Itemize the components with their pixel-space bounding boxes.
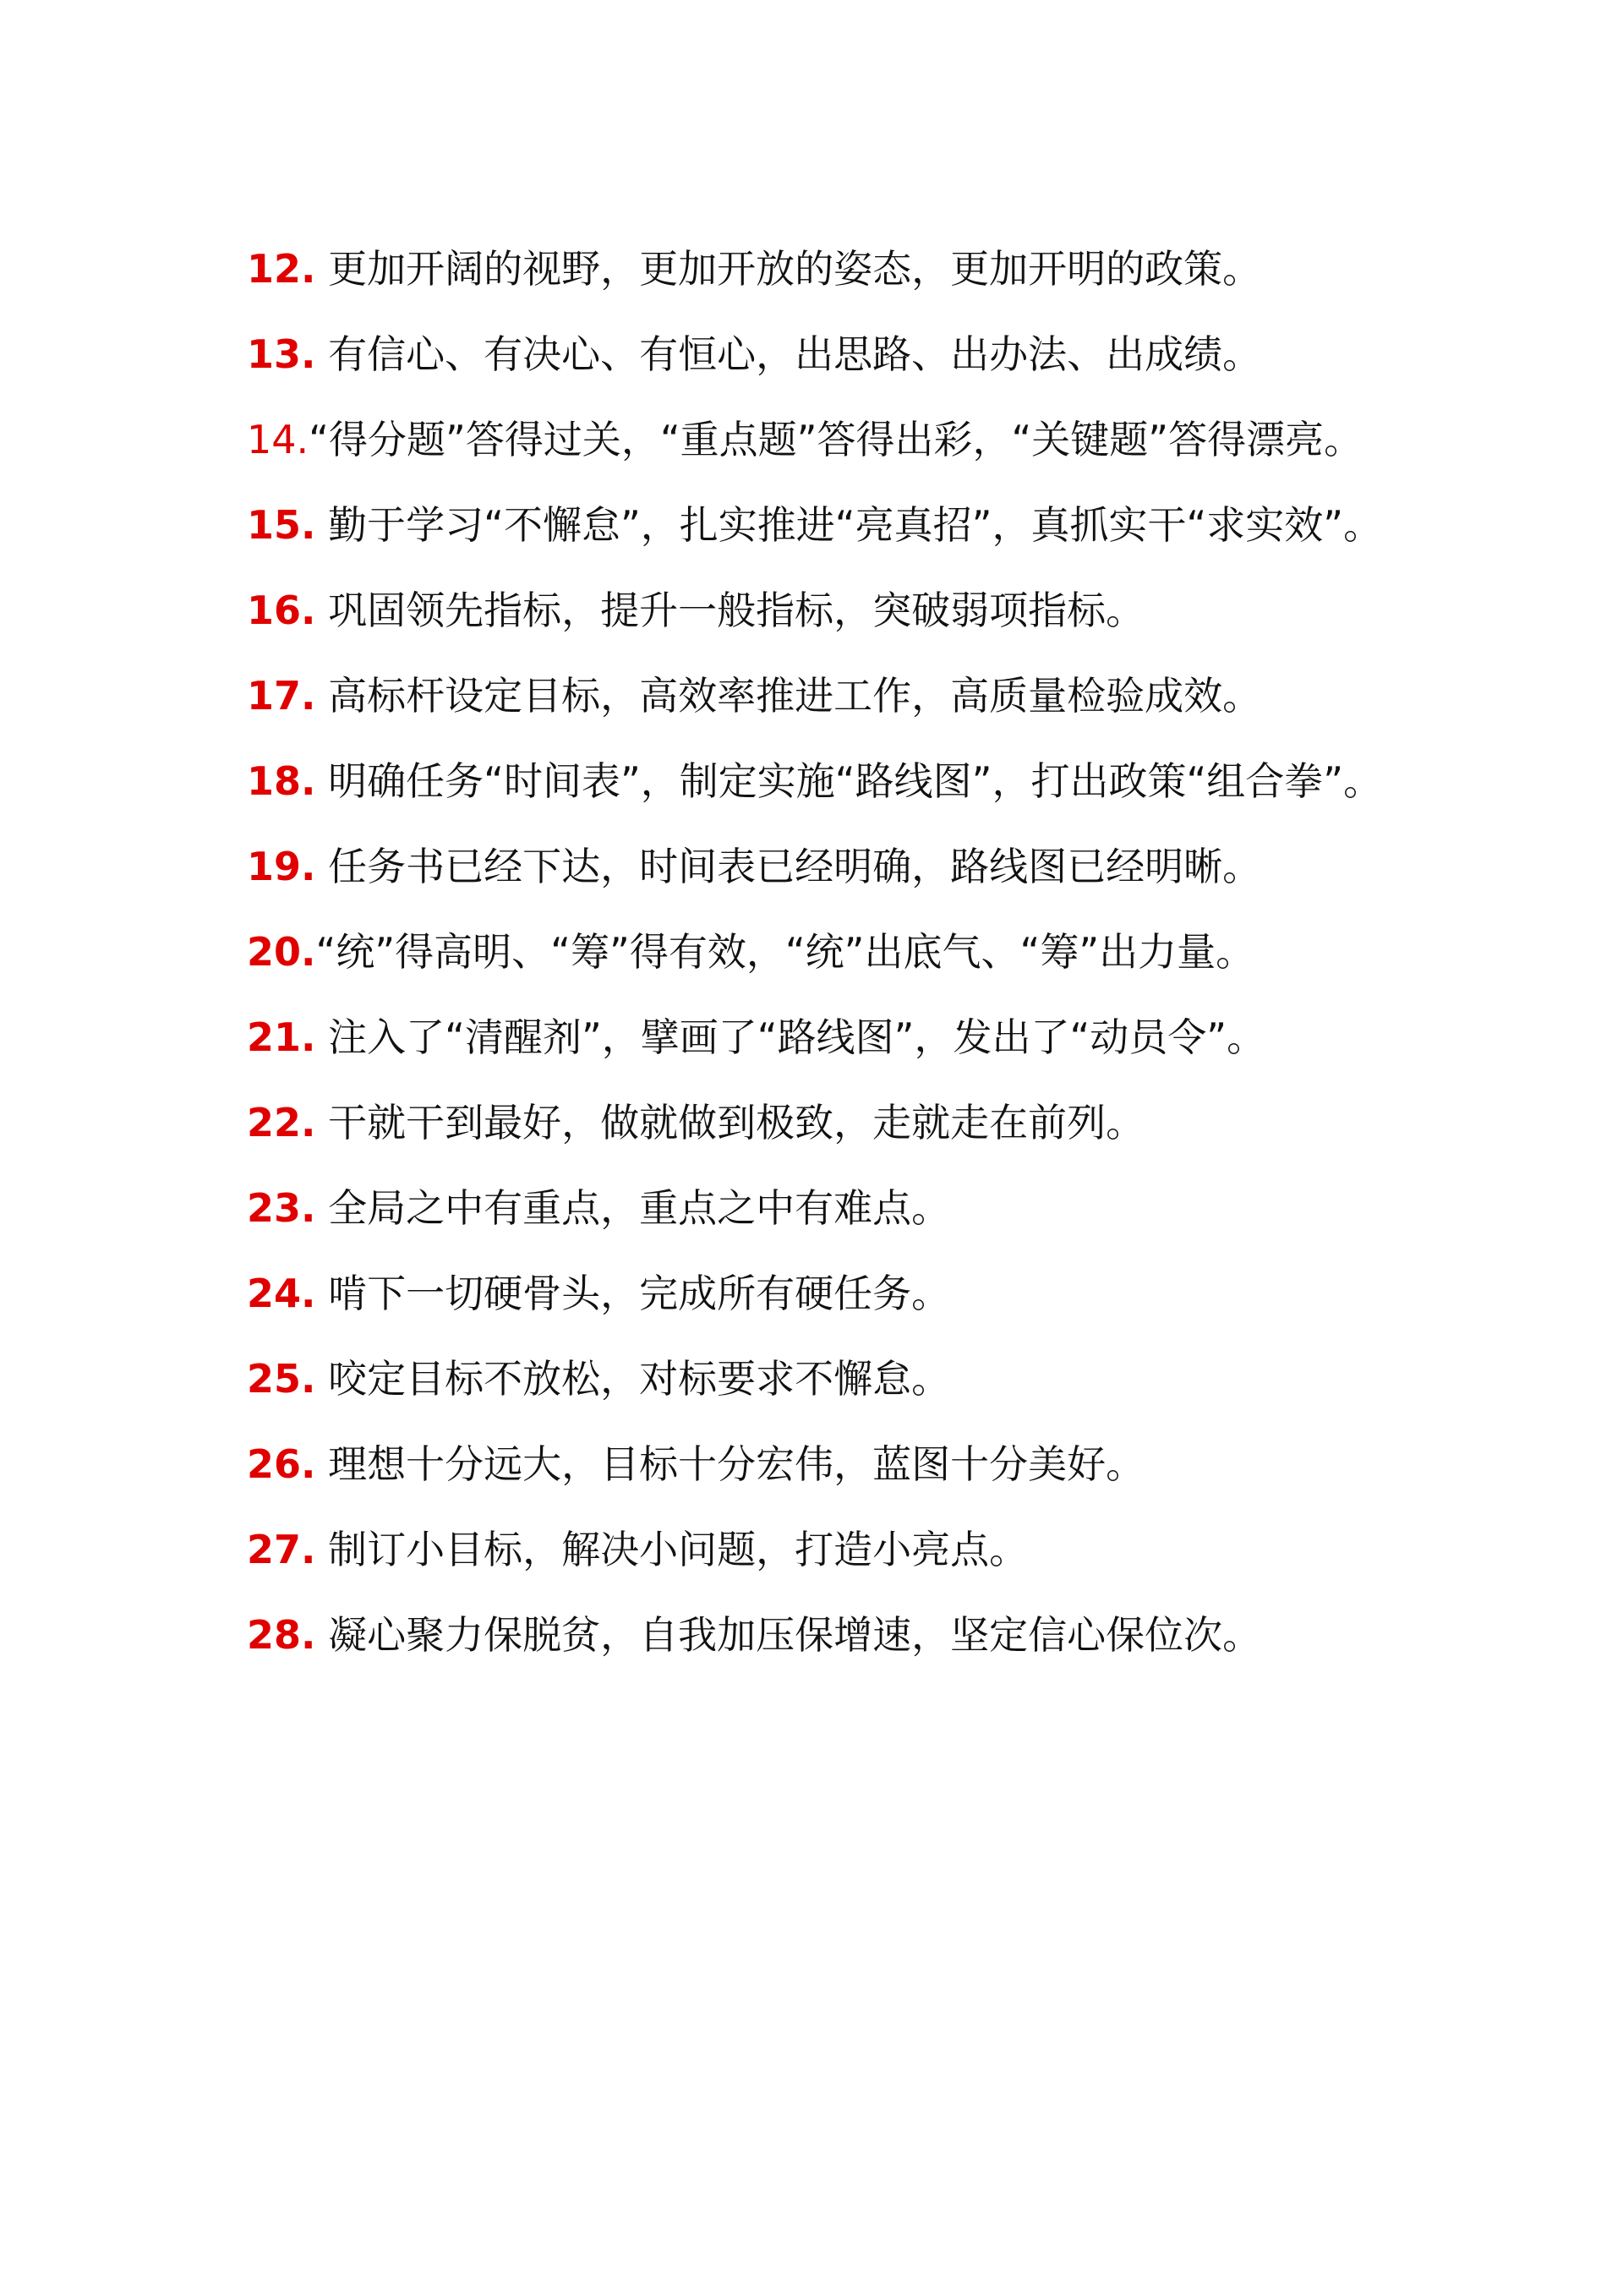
item-number: 21. xyxy=(247,1014,316,1060)
item-number: 15. xyxy=(247,502,316,548)
list-item xyxy=(247,1593,1396,1678)
item-text: 啃下一切硬骨头，完成所有硬任务。 xyxy=(315,1271,951,1316)
list-item xyxy=(247,312,1396,397)
item-text: 凝心聚力保脱贫，自我加压保增速，坚定信心保位次。 xyxy=(315,1612,1262,1658)
item-text: 勤于学习“不懈怠”，扎实推进“亮真招”，真抓实干“求实效”。 xyxy=(315,502,1383,548)
list-item xyxy=(247,739,1396,824)
list-item xyxy=(247,1080,1396,1166)
list-item xyxy=(247,1507,1396,1593)
item-text: 有信心、有决心、有恒心，出思路、出办法、出成绩。 xyxy=(315,331,1262,377)
item-number: 19. xyxy=(247,844,316,889)
item-text: “得分题”答得过关，“重点题”答得出彩，“关键题”答得漂亮。 xyxy=(309,417,1363,462)
item-number: 18. xyxy=(247,758,316,804)
list-item xyxy=(247,568,1396,653)
item-number: 12. xyxy=(247,246,316,292)
item-text: 咬定目标不放松，对标要求不懈怠。 xyxy=(315,1356,951,1402)
item-text: 高标杆设定目标，高效率推进工作，高质量检验成效。 xyxy=(315,673,1262,719)
item-text: 任务书已经下达，时间表已经明确，路线图已经明晰。 xyxy=(315,844,1262,889)
item-number: 16. xyxy=(247,588,316,633)
item-text: 巩固领先指标，提升一般指标，突破弱项指标。 xyxy=(315,588,1145,633)
list-item xyxy=(247,1251,1396,1337)
item-text: 干就干到最好，做就做到极致，走就走在前列。 xyxy=(315,1100,1145,1145)
item-number: 27. xyxy=(247,1527,316,1572)
item-number: 13. xyxy=(247,331,316,377)
item-number: 24. xyxy=(247,1271,316,1316)
item-text: 更加开阔的视野，更加开放的姿态，更加开明的政策。 xyxy=(315,246,1262,292)
slogan-list xyxy=(247,227,1396,1678)
item-text: 全局之中有重点，重点之中有难点。 xyxy=(315,1185,951,1231)
list-item xyxy=(247,1166,1396,1251)
list-item xyxy=(247,653,1396,739)
item-text: 理想十分远大，目标十分宏伟，蓝图十分美好。 xyxy=(315,1441,1145,1487)
item-number: 17. xyxy=(247,673,316,719)
list-item xyxy=(247,995,1396,1080)
list-item xyxy=(247,483,1396,568)
item-text: 明确任务“时间表”，制定实施“路线图”，打出政策“组合拳”。 xyxy=(315,758,1383,804)
item-number: 22. xyxy=(247,1100,316,1145)
item-number: 28. xyxy=(247,1612,316,1658)
item-number: 14. xyxy=(247,417,309,462)
item-text: 制订小目标，解决小问题，打造小亮点。 xyxy=(315,1527,1029,1572)
list-item xyxy=(247,1422,1396,1507)
list-item xyxy=(247,1337,1396,1422)
list-item xyxy=(247,397,1396,483)
item-text: 注入了“清醒剂”，擘画了“路线图”，发出了“动员令”。 xyxy=(315,1014,1266,1060)
list-item xyxy=(247,824,1396,910)
item-number: 20. xyxy=(247,929,316,975)
item-text: “统”得高明、“筹”得有效，“统”出底气、“筹”出力量。 xyxy=(315,929,1255,975)
list-item xyxy=(247,227,1396,312)
item-number: 23. xyxy=(247,1185,316,1231)
list-item xyxy=(247,910,1396,995)
item-number: 26. xyxy=(247,1441,316,1487)
item-number: 25. xyxy=(247,1356,316,1402)
